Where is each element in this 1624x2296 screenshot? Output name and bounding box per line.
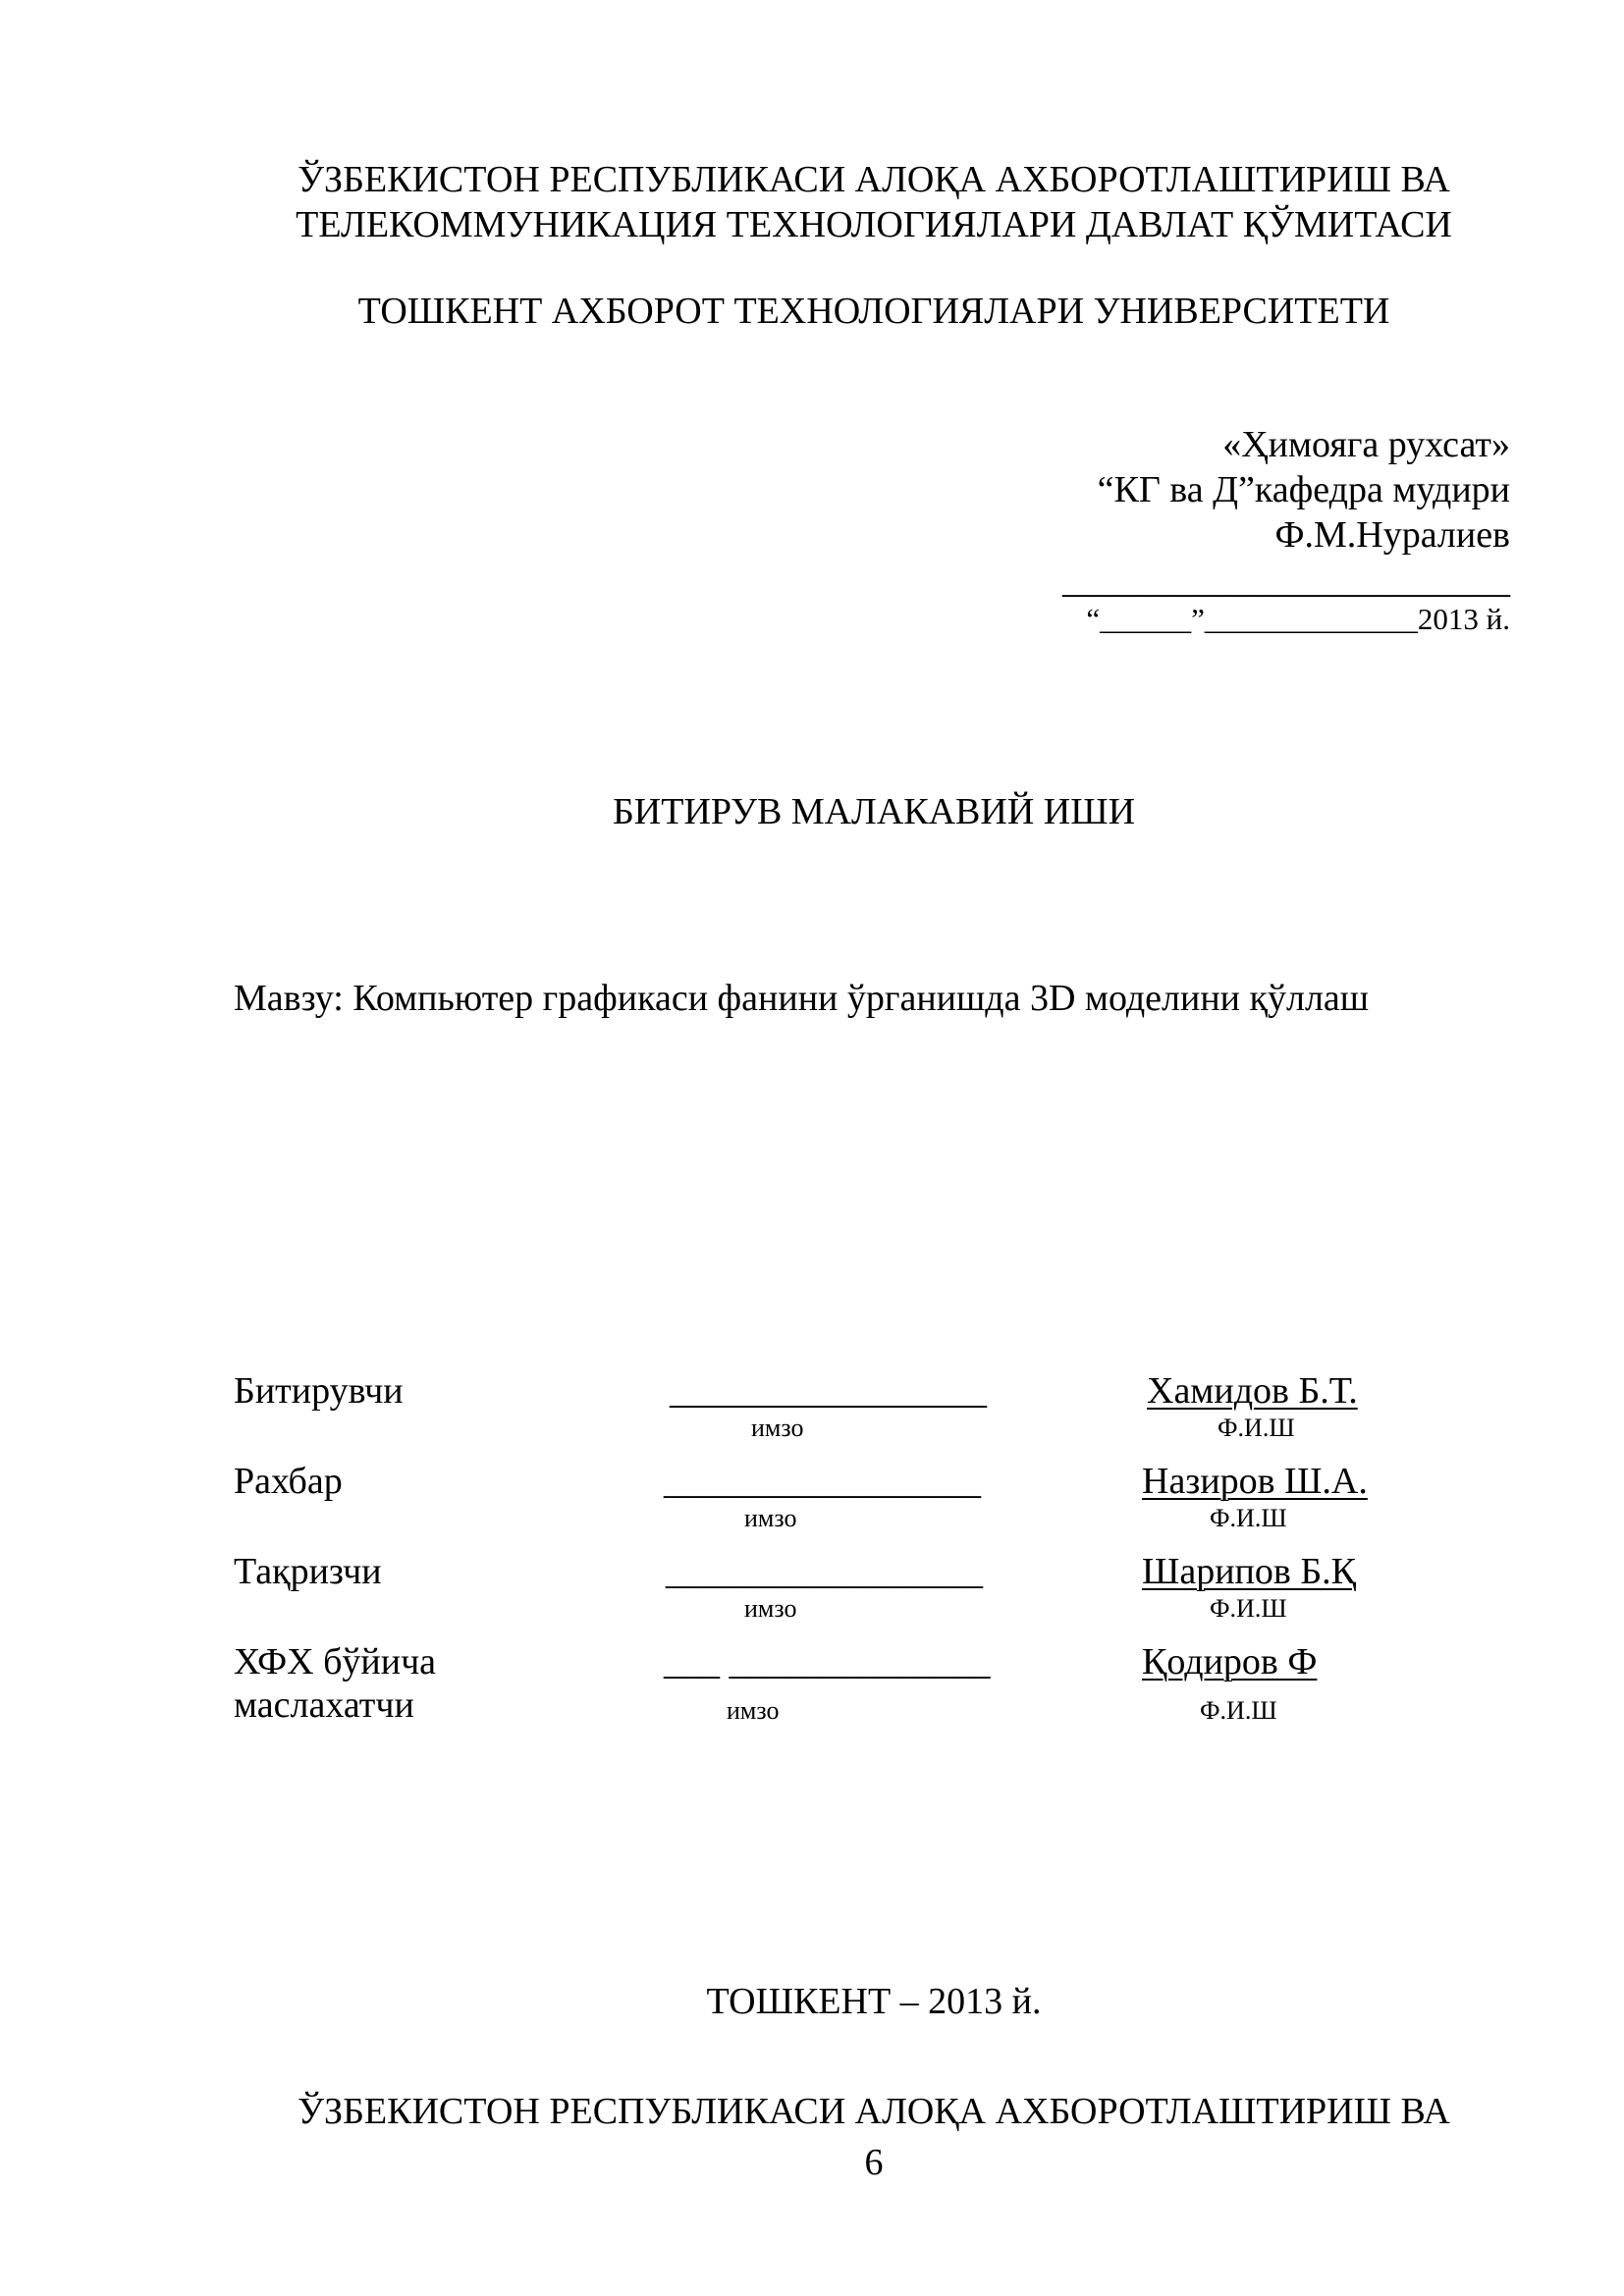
approval-signature-line: ________________________ [1062, 560, 1510, 601]
role-reviewer: Тақризчи [234, 1551, 382, 1592]
signature-line-supervisor: _________________ [664, 1461, 981, 1502]
signature-caption-reviewer: имзо [744, 1594, 797, 1623]
name-supervisor: Назиров Ш.А. [1142, 1461, 1368, 1502]
approval-date-line: “______”______________2013 й. [1086, 602, 1510, 636]
signature-line-graduate: _________________ [670, 1370, 987, 1412]
signature-line-reviewer: _________________ [666, 1551, 983, 1592]
role-consultant-line2: маслахатчи [234, 1684, 414, 1726]
name-graduate: Хамидов Б.Т. [1147, 1370, 1358, 1412]
name-caption-supervisor: Ф.И.Ш [1210, 1504, 1287, 1532]
approval-head-name: Ф.М.Нуралиев [1274, 514, 1510, 556]
name-caption-consultant: Ф.И.Ш [1200, 1696, 1277, 1725]
name-consultant: Қодиров Ф [1142, 1641, 1318, 1682]
ministry-line-1: ЎЗБЕКИСТОН РЕСПУБЛИКАСИ АЛОҚА АХБОРОТЛАШТИРИШ ВА [298, 159, 1450, 200]
signature-caption-consultant: имзо [727, 1696, 780, 1725]
signature-caption-graduate: имзо [751, 1414, 804, 1442]
role-consultant: ХФХ бўйича [234, 1641, 437, 1682]
next-page-heading: ЎЗБЕКИСТОН РЕСПУБЛИКАСИ АЛОҚА АХБОРОТЛАШТИРИШ ВА [298, 2091, 1450, 2132]
city-year: ТОШКЕНТ – 2013 й. [706, 1981, 1042, 2022]
signature-line-consultant: ___ ______________ [664, 1641, 991, 1682]
signature-caption-supervisor: имзо [744, 1504, 797, 1532]
ministry-title [0, 157, 1624, 247]
name-reviewer: Шарипов Б.Қ [1142, 1551, 1356, 1592]
name-caption-reviewer: Ф.И.Ш [1210, 1594, 1287, 1623]
thesis-topic: Мавзу: Компьютер графикаси фанини ўрганишда 3D моделини қўллаш [234, 978, 1370, 1019]
approval-permit: «Ҳимояга рухсат» [1222, 424, 1510, 465]
page-number: 6 [864, 2142, 884, 2183]
ministry-line-2: ТЕЛЕКОММУНИКАЦИЯ ТЕХНОЛОГИЯЛАРИ ДАВЛАТ ҚЎМИТАСИ [296, 204, 1452, 245]
role-supervisor: Рахбар [234, 1461, 343, 1502]
approval-department-head: “КГ ва Д”кафедра мудири [1097, 469, 1510, 510]
university-name: ТОШКЕНТ АХБОРОТ ТЕХНОЛОГИЯЛАРИ УНИВЕРСИТЕТИ [357, 291, 1390, 332]
name-caption-graduate: Ф.И.Ш [1218, 1414, 1295, 1442]
work-type-title: БИТИРУВ МАЛАКАВИЙ ИШИ [612, 791, 1136, 832]
role-graduate: Битирувчи [234, 1370, 404, 1412]
